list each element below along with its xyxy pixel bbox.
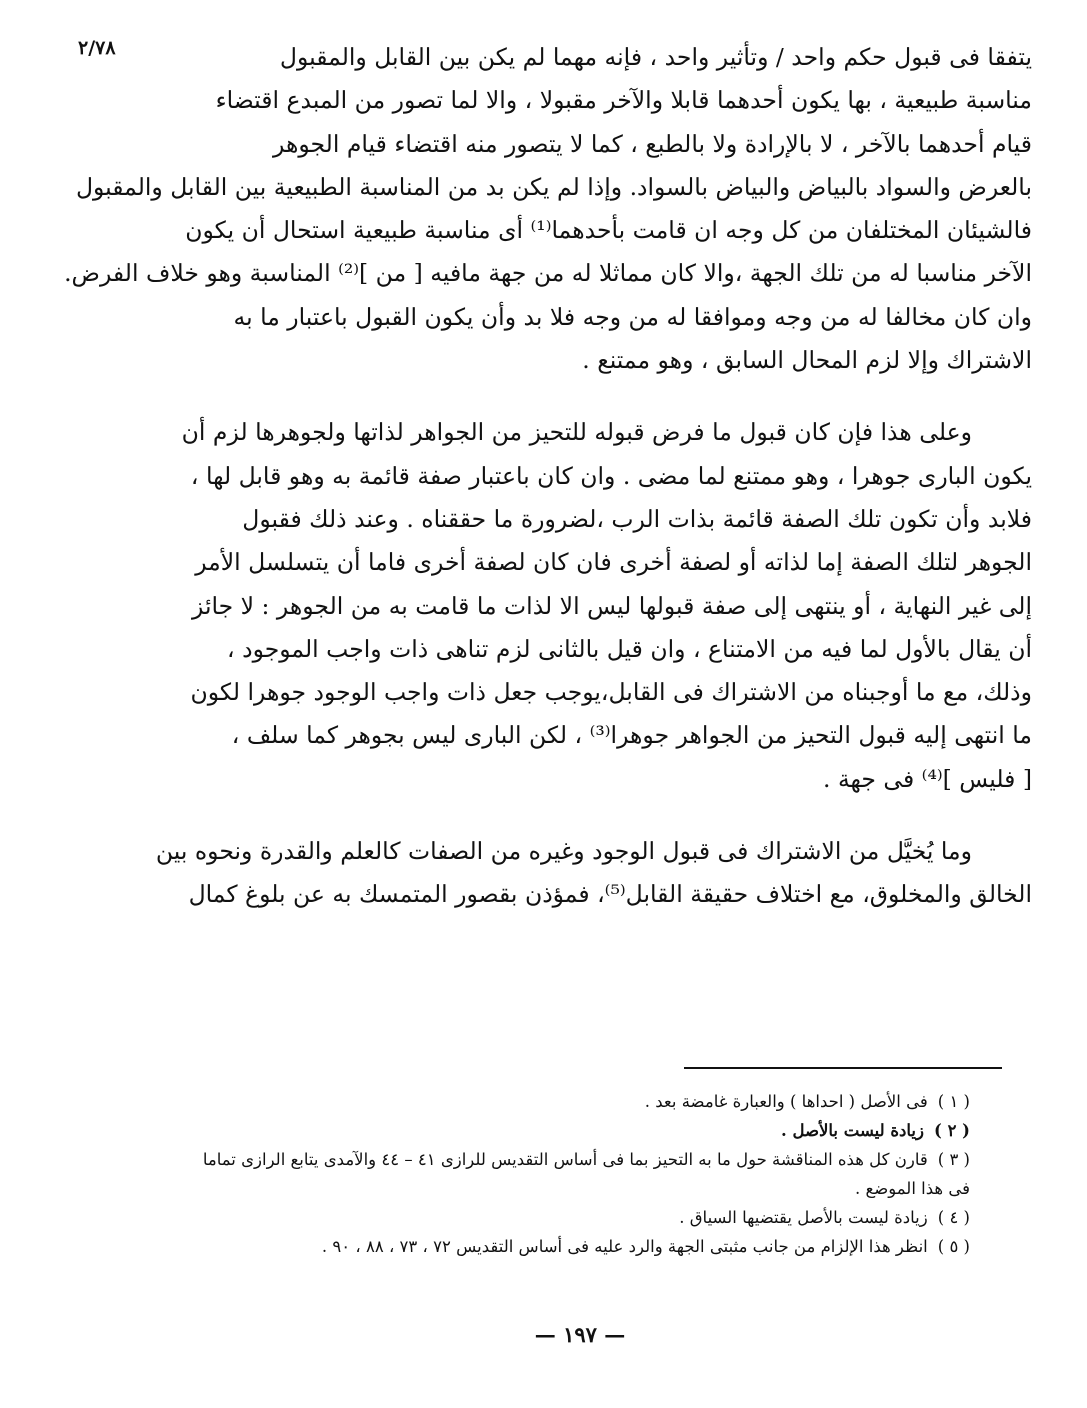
text-line: وعلى هذا فإن كان قبول ما فرض قبوله للتحيز من الجواهر لذاتها ولجوهرها لزم أن [181, 418, 972, 447]
footnotes [150, 1087, 970, 1261]
manuscript-folio-reference: ٢/٧٨ [78, 37, 116, 59]
footnote-number: ( ٢ ) [934, 1121, 970, 1140]
footnote-text: فى الأصل ( احداها ) والعبارة غامضة بعد . [644, 1092, 928, 1111]
footnote-1 [150, 1087, 970, 1116]
text-line: يتفقا فى قبول حكم واحد / وتأثير واحد ، فإنه مهما لم يكن بين القابل والمقبول [279, 43, 1032, 71]
text-line: وما يُخيَّل من الاشتراك فى قبول الوجود وغيره من الصفات كالعلم والقدرة ونحوه بين [155, 837, 972, 866]
footnote-number: ( ١ ) [937, 1092, 970, 1111]
text-line: وان كان مخالفا له من وجه وموافقا له من وجه فلا بد وأن يكون القبول باعتبار ما به [233, 302, 1032, 331]
text-line: قيام أحدهما بالآخر ، لا بالإرادة ولا بالطبع ، كما لا يتصور منه اقتضاء قيام الجوهر [273, 129, 1032, 158]
footnote-separator [684, 1067, 1002, 1069]
page-number: — ١٩٧ — [534, 1322, 626, 1347]
text-line: [ فليس ]⁽⁴⁾ فى جهة . [823, 764, 1032, 793]
text-line: فالشيئان المختلفان من كل وجه ان قامت بأحدهما⁽¹⁾ أى مناسبة طبيعية استحال أن يكون [185, 216, 1032, 245]
text-line: إلى غير النهاية ، أو ينتهى إلى صفة قبولها ليس الا لذات ما قامت به من الجوهر : لا جائز [192, 591, 1032, 620]
footnote-text: زيادة ليست بالأصل . [780, 1121, 924, 1140]
footnote-number: ( ٣ ) [937, 1150, 970, 1169]
paragraph-2 [160, 411, 1032, 801]
paragraph-spacer [160, 801, 1032, 830]
footnote-3-continuation: فى هذا الموضع . [854, 1179, 970, 1198]
text-line: الآخر مناسبا له من تلك الجهة ،والا كان مماثلا له من جهة مافيه [ من ]⁽²⁾ المناسبة وهو خلاف الفرض. [64, 259, 1032, 288]
text-line: أن يقال بالأول لما فيه من الامتناع ، وان قيل بالثانى لزم تناهى ذات واجب الموجود ، [227, 634, 1032, 663]
text-line: الخالق والمخلوق، مع اختلاف حقيقة القابل⁽⁵⁾، فمؤذن بقصور المتمسك به عن بلوغ كمال [188, 880, 1032, 909]
paragraph-3 [155, 830, 1032, 917]
text-line: بالعرض والسواد بالبياض والبياض بالسواد. وإذا لم يكن بد من المناسبة الطبيعية بين القابل والمقبول [75, 172, 1032, 201]
text-line: وذلك، مع ما أوجبناه من الاشتراك فى القابل،يوجب جعل ذات واجب الوجود جوهرا لكون [190, 678, 1032, 707]
footnote-5 [150, 1232, 970, 1261]
footnote-4 [150, 1203, 970, 1232]
text-line: الاشتراك وإلا لزم المحال السابق ، وهو ممتنع . [582, 346, 1032, 375]
paragraph-spacer [160, 382, 1032, 411]
footnote-number: ( ٥ ) [937, 1237, 970, 1256]
footnote-number: ( ٤ ) [937, 1208, 970, 1227]
footnote-text: قارن كل هذه المناقشة حول ما به التحيز بما فى أساس التقديس للرازى ٤١ – ٤٤ والآمدى يتابع الرازى تماما [202, 1150, 928, 1169]
footnote-2 [150, 1116, 970, 1145]
text-line: الجوهر لتلك الصفة إما لذاته أو لصفة أخرى فان كان لصفة أخرى فاما أن يتسلسل الأمر [195, 548, 1032, 577]
footnote-text: انظر هذا الإلزام من جانب مثبتى الجهة والرد عليه فى أساس التقديس ٧٢ ، ٧٣ ، ٨٨ ، ٩٠ . [321, 1237, 928, 1256]
footnote-3 [150, 1145, 970, 1174]
footnote-text: زيادة ليست بالأصل يقتضيها السياق . [679, 1208, 928, 1227]
text-line: مناسبة طبيعية ، بها يكون أحدهما قابلا والآخر مقبولا ، والا لما تصور من المبدع اقتضاء [215, 86, 1032, 115]
text-line: يكون البارى جوهرا ، وهو ممتنع لما مضى . وان كان باعتبار صفة قائمة به وهو قابل لها ، [190, 461, 1032, 490]
text-line: فلابد وأن تكون تلك الصفة قائمة بذات الرب ،لضرورة ما حققناه . وعند ذلك فقبول [242, 504, 1032, 533]
text-line: ما انتهى إليه قبول التحيز من الجواهر جوهرا⁽³⁾ ، لكن البارى ليس بجوهر كما سلف ، [231, 721, 1032, 750]
